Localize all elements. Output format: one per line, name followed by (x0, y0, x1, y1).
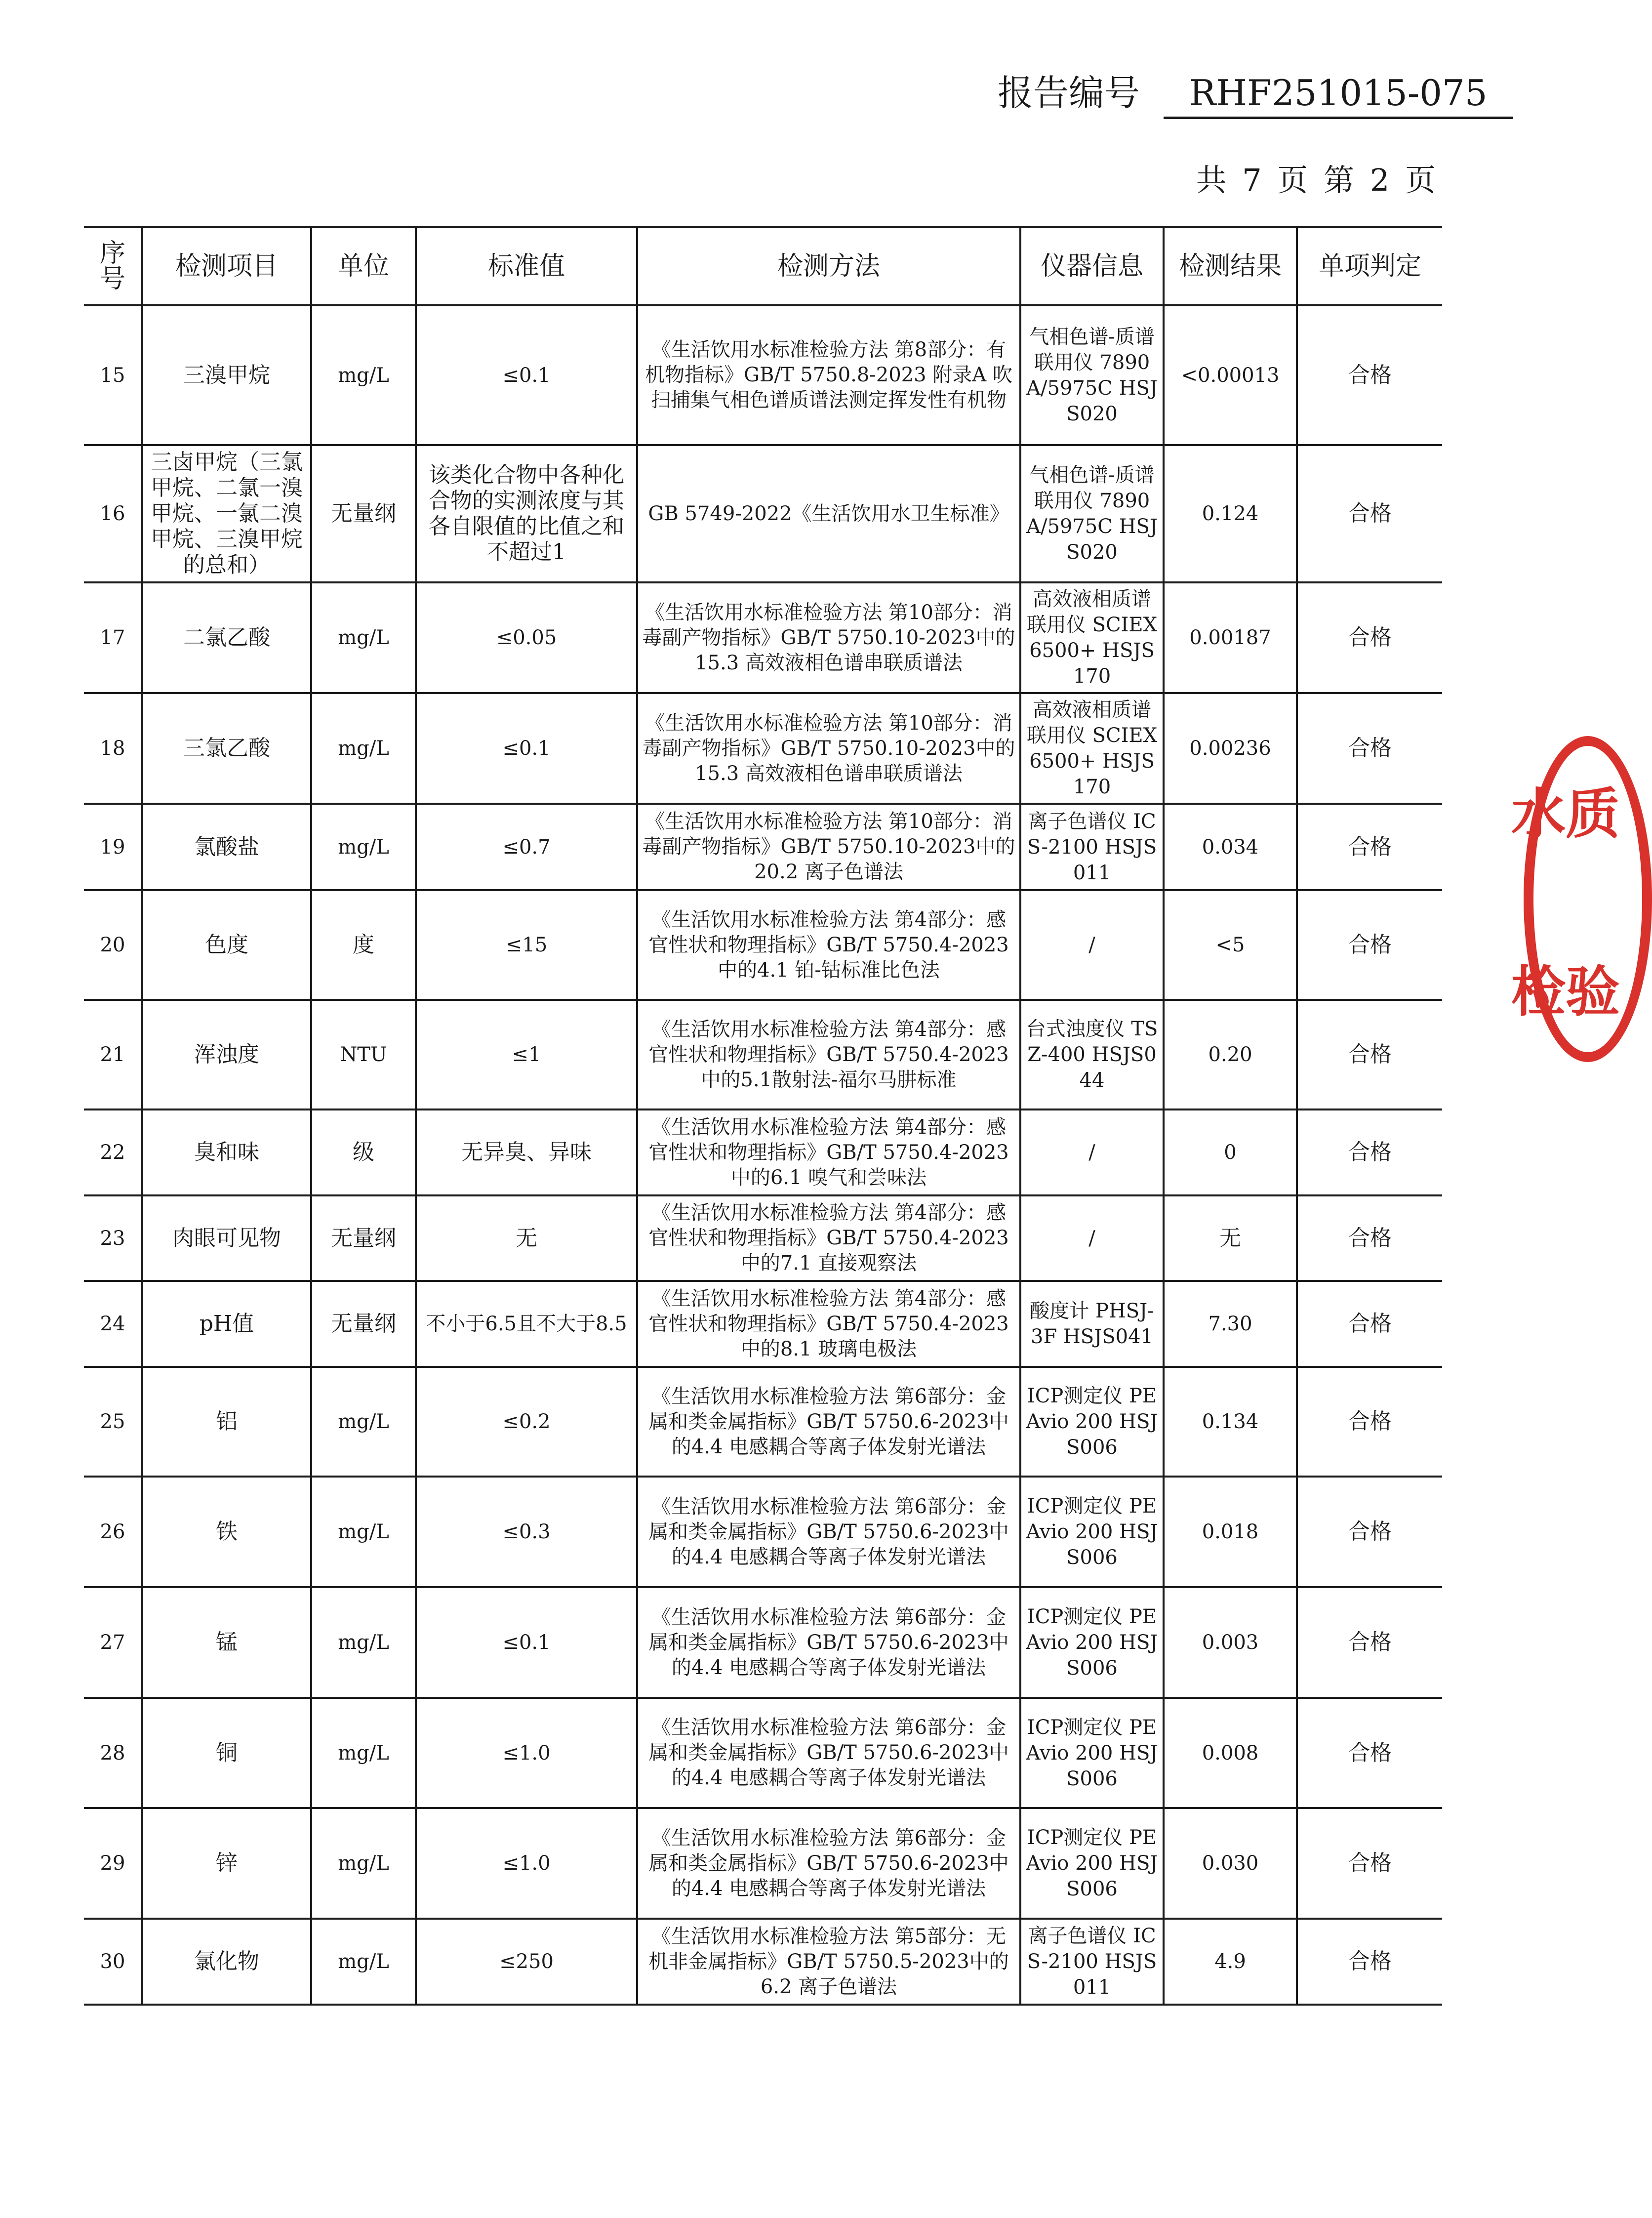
table-row (84, 804, 1442, 890)
cell-no: 19 (84, 804, 142, 890)
cell-result: 无 (1164, 1195, 1297, 1281)
cell-no: 24 (84, 1281, 142, 1367)
cell-instrument: / (1020, 1195, 1164, 1281)
cell-method: 《生活饮用水标准检验方法 第8部分：有机物指标》GB/T 5750.8-2023 附录A 吹扫捕集气相色谱质谱法测定挥发性有机物 (637, 305, 1020, 445)
cell-unit: 无量纲 (311, 1195, 416, 1281)
cell-item: pH值 (142, 1281, 311, 1367)
cell-no: 29 (84, 1808, 142, 1919)
column-header-no: 序号 (84, 227, 142, 305)
cell-item: 色度 (142, 890, 311, 1000)
cell-unit: mg/L (311, 305, 416, 445)
cell-verdict: 合格 (1297, 1587, 1442, 1698)
table-row (84, 1367, 1442, 1477)
table-row (84, 1587, 1442, 1698)
cell-standard: ≤0.1 (416, 1587, 637, 1698)
cell-no: 26 (84, 1477, 142, 1587)
table-row (84, 1477, 1442, 1587)
table-row (84, 1281, 1442, 1367)
table-row (84, 305, 1442, 445)
table-row (84, 445, 1442, 582)
cell-method: 《生活饮用水标准检验方法 第6部分：金属和类金属指标》GB/T 5750.6-2023中的4.4 电感耦合等离子体发射光谱法 (637, 1698, 1020, 1808)
cell-unit: mg/L (311, 1808, 416, 1919)
cell-item: 氯酸盐 (142, 804, 311, 890)
cell-no: 27 (84, 1587, 142, 1698)
seal-text-top: 水质 (1511, 782, 1620, 846)
cell-standard: ≤0.3 (416, 1477, 637, 1587)
cell-verdict: 合格 (1297, 1195, 1442, 1281)
cell-no: 18 (84, 693, 142, 804)
table-header-row (84, 227, 1442, 305)
cell-verdict: 合格 (1297, 1477, 1442, 1587)
cell-method: GB 5749-2022《生活饮用水卫生标准》 (637, 445, 1020, 582)
cell-item: 铁 (142, 1477, 311, 1587)
table-row (84, 1109, 1442, 1195)
table-row (84, 1808, 1442, 1919)
cell-unit: mg/L (311, 1587, 416, 1698)
cell-unit: 度 (311, 890, 416, 1000)
cell-result: 0 (1164, 1109, 1297, 1195)
cell-standard: ≤0.1 (416, 693, 637, 804)
cell-verdict: 合格 (1297, 1367, 1442, 1477)
cell-instrument: 酸度计 PHSJ-3F HSJS041 (1020, 1281, 1164, 1367)
cell-instrument: ICP测定仪 PE Avio 200 HSJS006 (1020, 1808, 1164, 1919)
cell-no: 22 (84, 1109, 142, 1195)
cell-method: 《生活饮用水标准检验方法 第4部分：感官性状和物理指标》GB/T 5750.4-2023中的5.1散射法-福尔马肼标准 (637, 1000, 1020, 1109)
cell-method: 《生活饮用水标准检验方法 第5部分：无机非金属指标》GB/T 5750.5-2023中的6.2 离子色谱法 (637, 1919, 1020, 2005)
cell-result: 0.030 (1164, 1808, 1297, 1919)
cell-item: 二氯乙酸 (142, 582, 311, 693)
cell-method: 《生活饮用水标准检验方法 第4部分：感官性状和物理指标》GB/T 5750.4-2023中的6.1 嗅气和尝味法 (637, 1109, 1020, 1195)
cell-item: 铝 (142, 1367, 311, 1477)
cell-verdict: 合格 (1297, 693, 1442, 804)
cell-no: 17 (84, 582, 142, 693)
cell-standard: ≤1.0 (416, 1698, 637, 1808)
cell-result: 0.134 (1164, 1367, 1297, 1477)
cell-method: 《生活饮用水标准检验方法 第10部分：消毒副产物指标》GB/T 5750.10-2023中的15.3 高效液相色谱串联质谱法 (637, 582, 1020, 693)
cell-method: 《生活饮用水标准检验方法 第6部分：金属和类金属指标》GB/T 5750.6-2023中的4.4 电感耦合等离子体发射光谱法 (637, 1587, 1020, 1698)
cell-instrument: 台式浊度仪 TSZ-400 HSJS044 (1020, 1000, 1164, 1109)
cell-unit: mg/L (311, 804, 416, 890)
cell-item: 浑浊度 (142, 1000, 311, 1109)
column-header-result: 检测结果 (1164, 227, 1297, 305)
column-header-item: 检测项目 (142, 227, 311, 305)
cell-standard: ≤15 (416, 890, 637, 1000)
cell-method: 《生活饮用水标准检验方法 第4部分：感官性状和物理指标》GB/T 5750.4-2023中的8.1 玻璃电极法 (637, 1281, 1020, 1367)
cell-item: 铜 (142, 1698, 311, 1808)
cell-result: 4.9 (1164, 1919, 1297, 2005)
cell-method: 《生活饮用水标准检验方法 第4部分：感官性状和物理指标》GB/T 5750.4-2023中的4.1 铂-钴标准比色法 (637, 890, 1020, 1000)
cell-verdict: 合格 (1297, 305, 1442, 445)
cell-instrument: ICP测定仪 PE Avio 200 HSJS006 (1020, 1698, 1164, 1808)
table-row (84, 693, 1442, 804)
cell-result: 0.124 (1164, 445, 1297, 582)
cell-unit: mg/L (311, 1698, 416, 1808)
cell-result: <0.00013 (1164, 305, 1297, 445)
cell-standard: ≤1 (416, 1000, 637, 1109)
cell-instrument: 离子色谱仪 ICS-2100 HSJS011 (1020, 804, 1164, 890)
cell-result: 0.008 (1164, 1698, 1297, 1808)
cell-result: <5 (1164, 890, 1297, 1000)
table-row (84, 1195, 1442, 1281)
cell-verdict: 合格 (1297, 1808, 1442, 1919)
cell-method: 《生活饮用水标准检验方法 第10部分：消毒副产物指标》GB/T 5750.10-2023中的15.3 高效液相色谱串联质谱法 (637, 693, 1020, 804)
cell-instrument: ICP测定仪 PE Avio 200 HSJS006 (1020, 1477, 1164, 1587)
cell-instrument: 高效液相质谱联用仪 SCIEX 6500+ HSJS170 (1020, 693, 1164, 804)
cell-result: 0.034 (1164, 804, 1297, 890)
cell-unit: mg/L (311, 1367, 416, 1477)
cell-result: 0.003 (1164, 1587, 1297, 1698)
cell-instrument: ICP测定仪 PE Avio 200 HSJS006 (1020, 1587, 1164, 1698)
cell-verdict: 合格 (1297, 890, 1442, 1000)
cell-no: 25 (84, 1367, 142, 1477)
cell-standard: 该类化合物中各种化合物的实测浓度与其各自限值的比值之和不超过1 (416, 445, 637, 582)
cell-method: 《生活饮用水标准检验方法 第6部分：金属和类金属指标》GB/T 5750.6-2023中的4.4 电感耦合等离子体发射光谱法 (637, 1477, 1020, 1587)
cell-instrument: 高效液相质谱联用仪 SCIEX 6500+ HSJS170 (1020, 582, 1164, 693)
cell-item: 三氯乙酸 (142, 693, 311, 804)
cell-no: 23 (84, 1195, 142, 1281)
report-number-value: RHF251015-075 (1164, 72, 1513, 119)
cell-unit: NTU (311, 1000, 416, 1109)
cell-no: 16 (84, 445, 142, 582)
cell-no: 20 (84, 890, 142, 1000)
cell-standard: ≤1.0 (416, 1808, 637, 1919)
cell-standard: ≤0.7 (416, 804, 637, 890)
page-indicator: 共 7 页 第 2 页 (1196, 162, 1439, 198)
cell-unit: 无量纲 (311, 1281, 416, 1367)
table-row (84, 1919, 1442, 2005)
cell-method: 《生活饮用水标准检验方法 第4部分：感官性状和物理指标》GB/T 5750.4-2023中的7.1 直接观察法 (637, 1195, 1020, 1281)
cell-standard: ≤0.1 (416, 305, 637, 445)
cell-verdict: 合格 (1297, 1698, 1442, 1808)
cell-verdict: 合格 (1297, 1109, 1442, 1195)
cell-result: 7.30 (1164, 1281, 1297, 1367)
test-results-table (84, 226, 1442, 2006)
cell-standard: 无 (416, 1195, 637, 1281)
cell-verdict: 合格 (1297, 804, 1442, 890)
seal-text-bottom: 检验 (1511, 960, 1620, 1024)
cell-unit: mg/L (311, 693, 416, 804)
cell-verdict: 合格 (1297, 1281, 1442, 1367)
cell-standard: ≤0.05 (416, 582, 637, 693)
table-row (84, 1000, 1442, 1109)
cell-result: 0.018 (1164, 1477, 1297, 1587)
cell-instrument: 气相色谱-质谱联用仪 7890A/5975C HSJS020 (1020, 305, 1164, 445)
cell-result: 0.20 (1164, 1000, 1297, 1109)
cell-item: 臭和味 (142, 1109, 311, 1195)
cell-standard: 无异臭、异味 (416, 1109, 637, 1195)
cell-verdict: 合格 (1297, 445, 1442, 582)
cell-item: 锌 (142, 1808, 311, 1919)
table-row (84, 582, 1442, 693)
cell-item: 肉眼可见物 (142, 1195, 311, 1281)
cell-instrument: / (1020, 890, 1164, 1000)
cell-standard: 不小于6.5且不大于8.5 (416, 1281, 637, 1367)
report-number-line (998, 64, 1513, 119)
cell-instrument: 离子色谱仪 ICS-2100 HSJS011 (1020, 1919, 1164, 2005)
cell-result: 0.00187 (1164, 582, 1297, 693)
cell-item: 氯化物 (142, 1919, 311, 2005)
cell-method: 《生活饮用水标准检验方法 第6部分：金属和类金属指标》GB/T 5750.6-2023中的4.4 电感耦合等离子体发射光谱法 (637, 1367, 1020, 1477)
column-header-standard: 标准值 (416, 227, 637, 305)
cell-verdict: 合格 (1297, 1919, 1442, 2005)
cell-no: 28 (84, 1698, 142, 1808)
cell-method: 《生活饮用水标准检验方法 第6部分：金属和类金属指标》GB/T 5750.6-2023中的4.4 电感耦合等离子体发射光谱法 (637, 1808, 1020, 1919)
cell-item: 锰 (142, 1587, 311, 1698)
column-header-instrument: 仪器信息 (1020, 227, 1164, 305)
cell-standard: ≤0.2 (416, 1367, 637, 1477)
column-header-verdict: 单项判定 (1297, 227, 1442, 305)
cell-unit: 级 (311, 1109, 416, 1195)
cell-unit: 无量纲 (311, 445, 416, 582)
cell-instrument: ICP测定仪 PE Avio 200 HSJS006 (1020, 1367, 1164, 1477)
table-row (84, 1698, 1442, 1808)
cell-unit: mg/L (311, 582, 416, 693)
table-row (84, 890, 1442, 1000)
cell-item: 三溴甲烷 (142, 305, 311, 445)
cell-instrument: / (1020, 1109, 1164, 1195)
cell-unit: mg/L (311, 1919, 416, 2005)
column-header-method: 检测方法 (637, 227, 1020, 305)
cell-unit: mg/L (311, 1477, 416, 1587)
cell-method: 《生活饮用水标准检验方法 第10部分：消毒副产物指标》GB/T 5750.10-2023中的20.2 离子色谱法 (637, 804, 1020, 890)
cell-no: 30 (84, 1919, 142, 2005)
cell-no: 21 (84, 1000, 142, 1109)
cell-no: 15 (84, 305, 142, 445)
cell-verdict: 合格 (1297, 1000, 1442, 1109)
report-number-label: 报告编号 (998, 72, 1140, 114)
cell-instrument: 气相色谱-质谱联用仪 7890A/5975C HSJS020 (1020, 445, 1164, 582)
cell-result: 0.00236 (1164, 693, 1297, 804)
cell-standard: ≤250 (416, 1919, 637, 2005)
column-header-unit: 单位 (311, 227, 416, 305)
cell-item: 三卤甲烷（三氯甲烷、二氯一溴甲烷、一氯二溴甲烷、三溴甲烷的总和） (142, 445, 311, 582)
cell-verdict: 合格 (1297, 582, 1442, 693)
